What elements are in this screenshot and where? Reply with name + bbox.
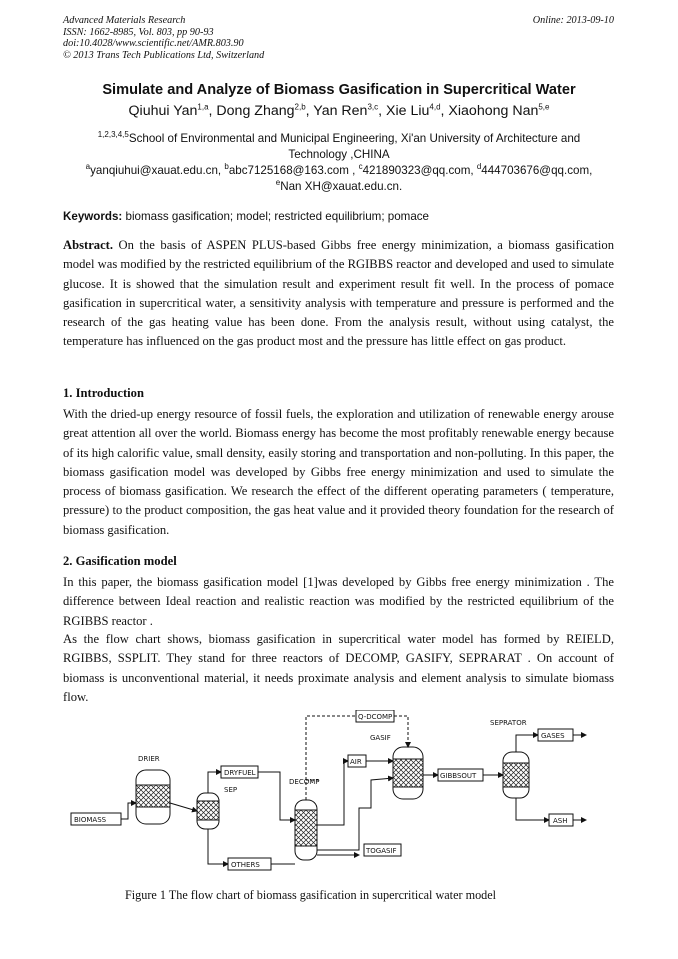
journal-issn: ISSN: 1662-8985, Vol. 803, pp 90-93: [63, 26, 214, 38]
abstract: [63, 236, 614, 352]
gasif-unit: [393, 747, 423, 799]
label-gibbsout: GIBBSOUT: [440, 772, 477, 780]
label-gases: GASES: [541, 732, 565, 740]
author-sup: 2,b: [294, 102, 306, 112]
figure-caption: Figure 1 The flow chart of biomass gasification in supercritical water model: [125, 888, 497, 902]
abstract-text: On the basis of ASPEN PLUS-based Gibbs free energy minimization, a biomass gasification model was modified by the restricted equilibrium of the RGIBBS reactor and developed and used to simulate glucose. It is showed that the simulation result and experiment result fit well. In the process of pomace gasification in supercritical water, a sensitivity analysis with temperature and pressure is performed and the research of the gas heating value has been done. From the analysis result, without using catalyst, the temperature has influenced on the gas product most and the pressure has little effect on gas product.: [63, 238, 614, 349]
author-name: Dong Zhang: [216, 103, 295, 119]
keywords-label: Keywords:: [63, 210, 123, 223]
journal-name: Advanced Materials Research: [63, 15, 186, 26]
journal-doi: doi:10.4028/www.scientific.net/AMR.803.90: [63, 38, 244, 49]
email-sup: c: [358, 162, 363, 172]
email-link[interactable]: abc7125168@163.com ,: [228, 164, 359, 177]
flow-chart-figure: [66, 710, 614, 885]
label-gasif: GASIF: [370, 734, 391, 742]
author-list: Qiuhui Yan$^{1,a}$, Dong Zhang$^{2,b}$, Yan Ren$^{3,c}$, Xie Liu$^{4,d}$, Xiaohong Nan$^{5,e}$: [128, 102, 550, 119]
drier-unit: [136, 770, 170, 824]
seprator-unit: [503, 752, 529, 798]
email-sup: a: [85, 162, 91, 172]
decomp-unit: [295, 800, 317, 860]
label-seprator: SEPRATOR: [490, 719, 527, 727]
label-biomass: BIOMASS: [74, 816, 107, 824]
label-sep: SEP: [224, 786, 238, 794]
label-drier: DRIER: [138, 755, 160, 763]
author-name: Xiaohong Nan: [448, 103, 539, 119]
email-link[interactable]: 421890323@qq.com,: [362, 164, 477, 177]
paper-title: Simulate and Analyze of Biomass Gasification in Supercritical Water: [102, 82, 576, 98]
label-decomp: DECOMP: [289, 778, 320, 786]
introduction-paragraph: With the dried-up energy resource of fossil fuels, the exploration and utilization of renewable energy arouse great attention all over the world. Biomass energy has become the most profitably renewable energy because of its high calorific value, small density, easily storing and transportation and non-polluting. In this paper, the biomass gasification model was developed by Gibbs free energy minimization and used to simulate the process of biomass gasification. We research the effect of the different operating parameters ( temperature, pressure) to the product composition, the gas heat value and it provided theory foundation for the research of biomass gasification.: [63, 407, 614, 537]
label-others: OTHERS: [231, 861, 260, 869]
journal-header: [63, 15, 264, 61]
email-list: [58, 163, 620, 195]
email-sup: e: [275, 178, 281, 188]
section-heading-gasification-model: 2. Gasification model: [63, 554, 177, 568]
author-name: Xie Liu: [386, 103, 430, 119]
sep-unit: [197, 793, 219, 829]
author-sup: 1,a: [197, 102, 209, 112]
author-sup: 3,c: [367, 102, 379, 112]
keywords: [63, 210, 429, 223]
gasification-paragraph-2: As the flow chart shows, biomass gasification in supercritical water model has formed by REIELD, RGIBBS, SSPLIT. They stand for three reactors of DECOMP, GASIFY, SEPRARAT . On account of biomass is unconventional material, it needs proximate analysis and element analysis to simulate biomass flow.: [63, 632, 614, 704]
section-heading-introduction: 1. Introduction: [63, 386, 144, 400]
email-link[interactable]: 444703676@qq.com,: [481, 164, 593, 177]
journal-copyright: © 2013 Trans Tech Publications Ltd, Switzerland: [63, 49, 265, 61]
author-name: Yan Ren: [313, 103, 368, 119]
abstract-label: Abstract.: [63, 238, 114, 252]
label-air: AIR: [350, 758, 362, 766]
email-link[interactable]: yanqiuhui@xauat.edu.cn,: [90, 164, 225, 177]
affiliation: [70, 131, 608, 163]
email-sup: b: [224, 162, 229, 172]
author-sup: 4,d: [429, 102, 441, 112]
online-date: Online: 2013-09-10: [532, 15, 614, 26]
affiliation-text: School of Environmental and Municipal Engineering, Xi'an University of Architecture and Technology ,CHINA: [128, 132, 581, 161]
author-sup: 5,e: [538, 102, 550, 112]
email-link[interactable]: Nan XH@xauat.edu.cn.: [280, 180, 403, 193]
label-togasif: TOGASIF: [366, 847, 397, 855]
affiliation-sup: 1,2,3,4,5: [97, 130, 129, 140]
label-ash: ASH: [553, 817, 568, 825]
gasification-paragraph-1: In this paper, the biomass gasification model [1]was developed by Gibbs free energy minimization . The difference between Ideal reaction and realistic reaction was modified by the restricted equilibrium of the RGIBBS reactor .: [63, 575, 614, 628]
author-name: Qiuhui Yan: [128, 103, 198, 119]
keywords-text: biomass gasification; model; restricted equilibrium; pomace: [122, 210, 430, 223]
label-qdecomp: Q-DCOMP: [358, 713, 393, 721]
email-sup: d: [476, 162, 482, 172]
label-dryfuel: DRYFUEL: [224, 769, 256, 777]
